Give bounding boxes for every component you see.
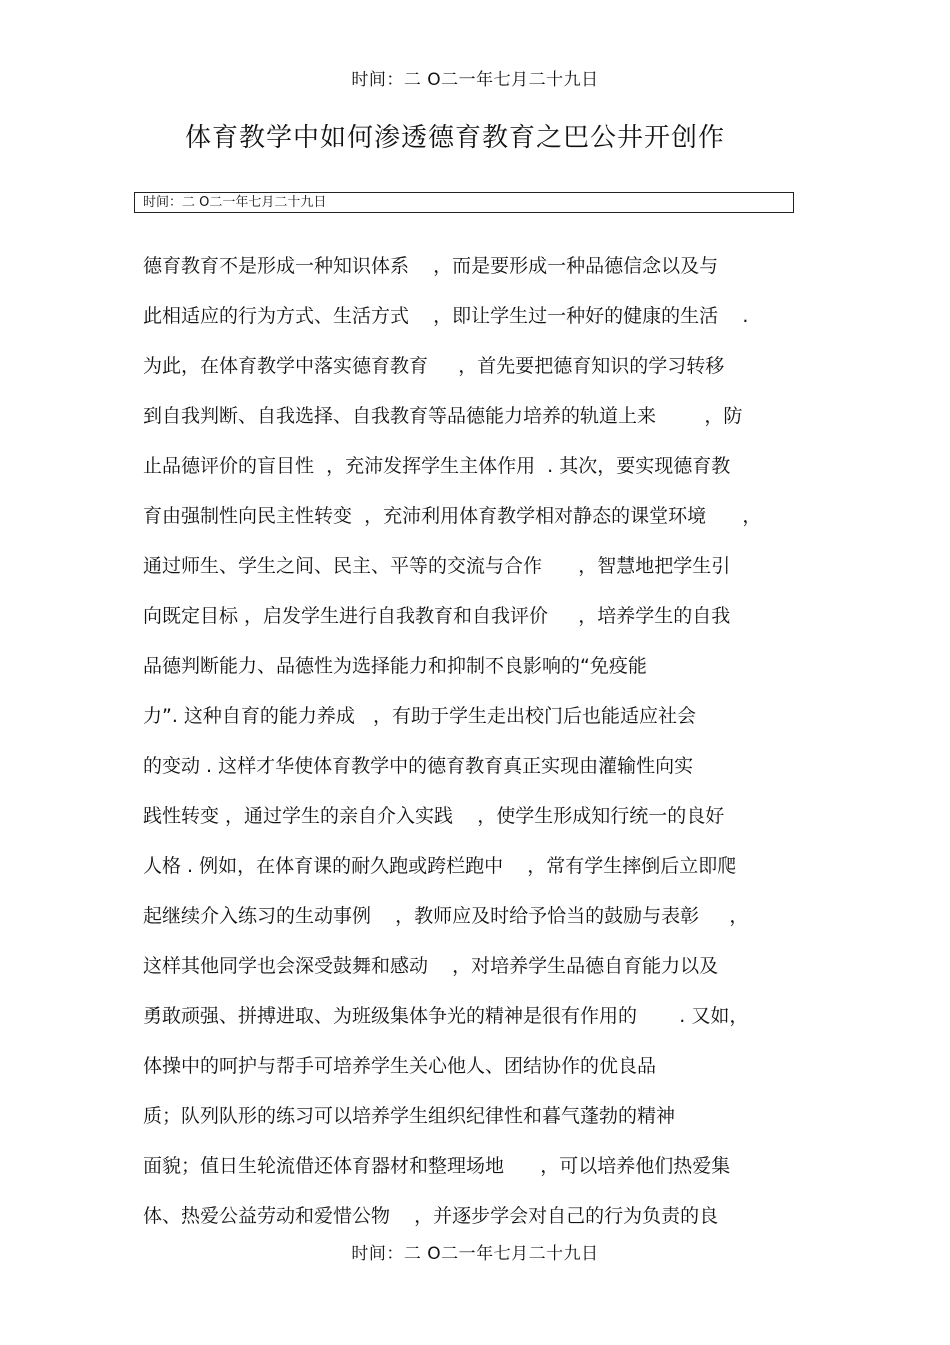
body-line: 面貌；值日生轮流借还体育器材和整理场地 ，可以培养他们热爱集 [143,1155,731,1177]
body-line: 体、热爱公益劳动和爱惜公物 ，并逐步学会对自己的行为负责的良 [143,1205,719,1227]
body-line: 质；队列队形的练习可以培养学生组织纪律性和暮气蓬勃的精神 [143,1105,676,1127]
body-line: 践性转变 ，通过学生的亲自介入实践 ，使学生形成知行统一的良好 [143,805,725,827]
body-line: 此相适应的行为方式、生活方式 ，即让学生过一种好的健康的生活 . [143,305,749,327]
body-line: 到自我判断、自我选择、自我教育等品德能力培养的轨道上来 ，防 [143,405,743,427]
body-line: 勇敢顽强、拼搏进取、为班级集体争光的精神是很有作用的 . 又如， [143,1005,749,1027]
body-text [143,246,823,1246]
body-line: 通过师生、学生之间、民主、平等的交流与合作 ，智慧地把学生引 [143,555,731,577]
body-line: 这样其他同学也会深受鼓舞和感动 ，对培养学生品德自育能力以及 [143,955,719,977]
body-line: 起继续介入练习的生动事例 ，教师应及时给予恰当的鼓励与表彰 ， [143,905,749,927]
body-line: 向既定目标 ，启发学生进行自我教育和自我评价 ，培养学生的自我 [143,605,731,627]
body-line: 止品德评价的盲目性 ，充沛发挥学生主体作用 . 其次，要实现德育教 [143,455,731,477]
date-box: 时间：二 O二一年七月二十九日 [134,192,794,213]
body-line: 的变动 . 这样才华使体育教学中的德育教育真正实现由灌输性向实 [143,755,694,777]
page-header-date: 时间：二 O二一年七月二十九日 [351,70,599,90]
page-footer-date: 时间：二 O二一年七月二十九日 [351,1244,599,1264]
body-line: 德育教育不是形成一种知识体系 ，而是要形成一种品德信念以及与 [143,255,719,277]
body-line: 人格 . 例如，在体育课的耐久跑或跨栏跑中 ，常有学生摔倒后立即爬 [143,855,737,877]
body-line: 体操中的呵护与帮手可培养学生关心他人、团结协作的优良品 [143,1055,657,1077]
body-line: 育由强制性向民主性转变 ，充沛利用体育教学相对静态的课堂环境 ， [143,505,762,527]
body-line: 品德判断能力、品德性为选择能力和抑制不良影响的“免疫能 [143,655,647,677]
body-line: 为此，在体育教学中落实德育教育 ，首先要把德育知识的学习转移 [143,355,725,377]
body-line: 力”. 这种自育的能力养成 ，有助于学生走出校门后也能适应社会 [143,705,697,727]
document-title: 体育教学中如何渗透德育教育之巴公井开创作 [184,123,725,153]
